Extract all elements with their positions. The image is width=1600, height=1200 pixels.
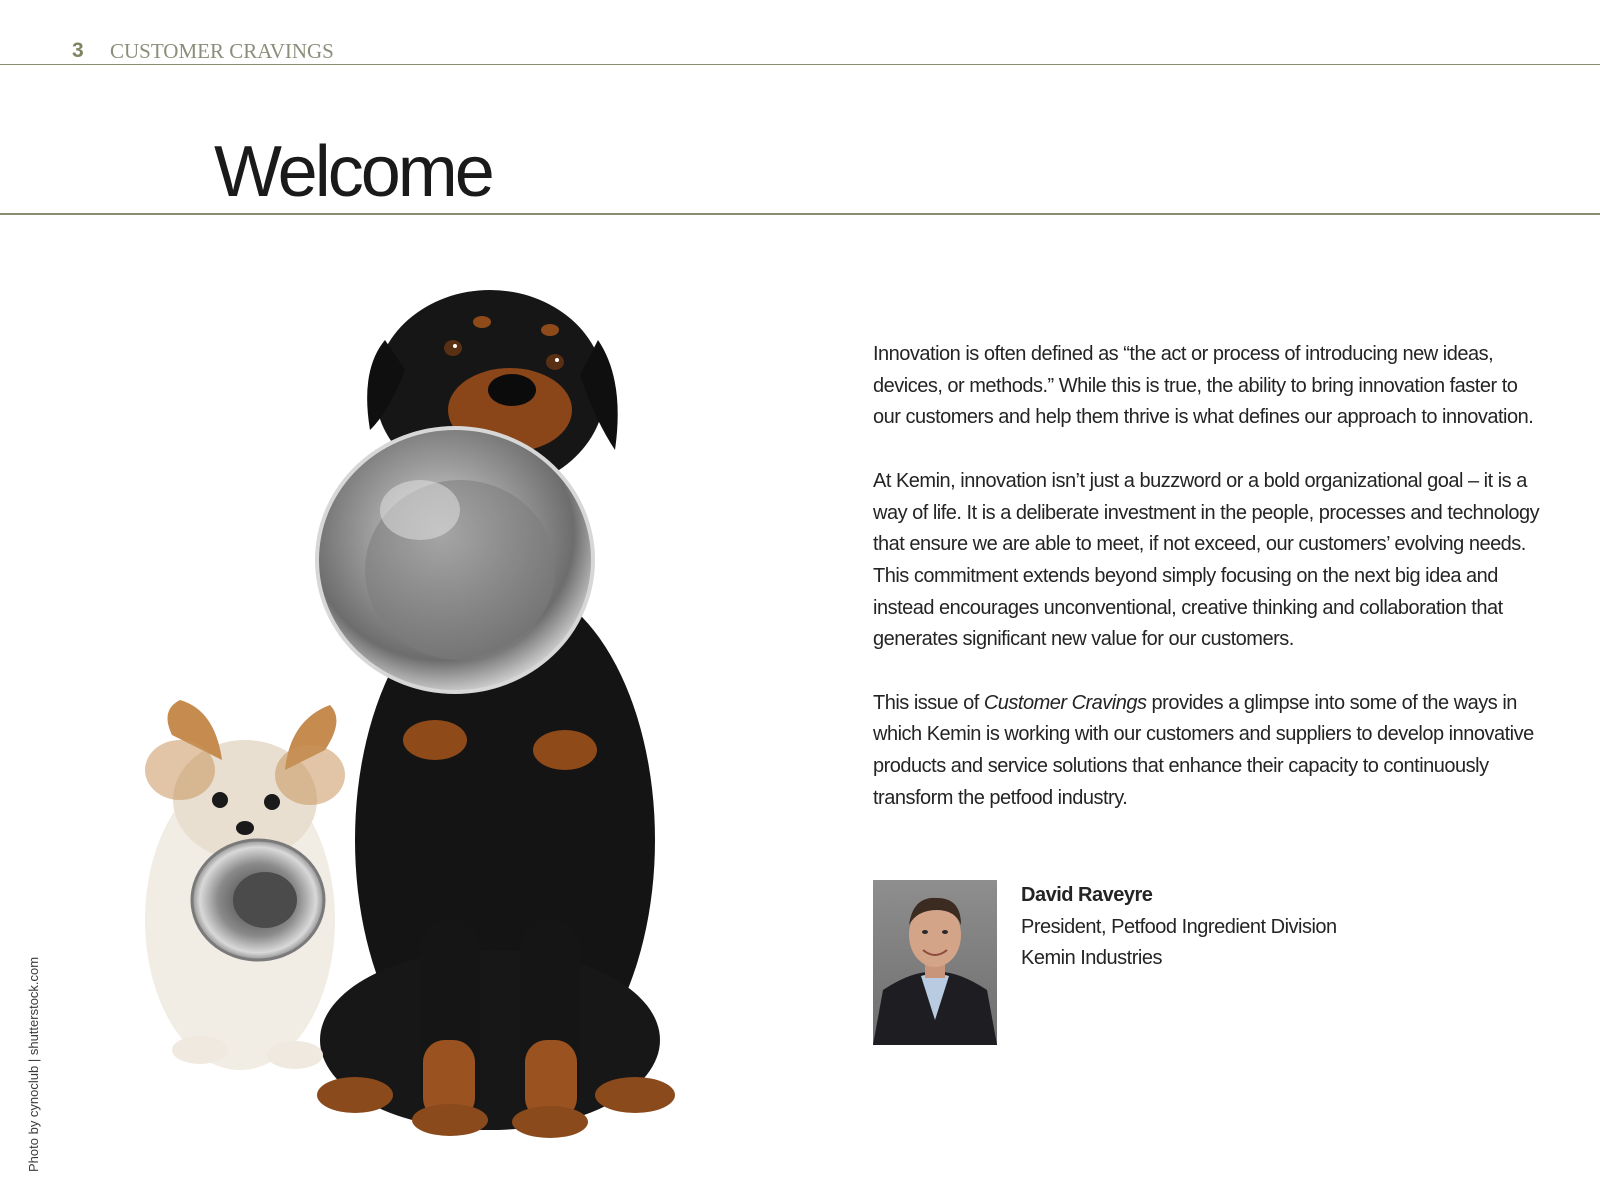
welcome-article	[873, 339, 1543, 846]
page-header	[0, 0, 1600, 65]
photo-credit: Photo by cynoclub | shutterstock.com	[26, 956, 41, 1172]
rottweiler	[317, 290, 675, 1138]
author-signature	[873, 880, 1533, 1050]
article-paragraph-3	[873, 688, 1543, 815]
large-steel-bowl	[317, 428, 593, 692]
paragraph-3-intro: This issue of	[873, 691, 984, 714]
author-company: Kemin Industries	[1021, 947, 1162, 970]
article-paragraph-2: At Kemin, innovation isn’t just a buzzword or a bold organizational goal – it is a way of life. It is a deliberate investment in the people, processes and technology that ensure we are able to meet, if not exceed, our customers’ evolving needs. This commitment extends beyond simply focusing on the next big idea and instead encourages unconventional, creative thinking and collaboration that generates significant new value for our customers.	[873, 469, 1540, 651]
author-role: President, Petfood Ingredient Division	[1021, 915, 1337, 938]
dogs-photo	[120, 280, 740, 1160]
page-title: Welcome	[214, 132, 492, 212]
title-band	[0, 130, 1600, 215]
author-portrait	[873, 880, 997, 1045]
author-details	[1021, 880, 1337, 975]
paragraph-3-rest: provides a glimpse into some of the ways in which Kemin is working with our customers and suppliers to develop innovative products and service solutions that enhance their capacity to continuously transform the petfood industry.	[873, 691, 1534, 809]
author-name: David Raveyre	[1021, 884, 1153, 906]
publication-name: Customer Cravings	[983, 691, 1147, 714]
article-paragraph-1: Innovation is often defined as “the act or process of introducing new ideas, devices, or methods.” While this is true, the ability to bring innovation faster to our customers and help them thrive is what defines our approach to innovation.	[873, 343, 1534, 429]
page-number: 3	[72, 39, 84, 62]
small-steel-bowl	[192, 840, 324, 960]
magazine-title: CUSTOMER CRAVINGS	[110, 39, 334, 63]
